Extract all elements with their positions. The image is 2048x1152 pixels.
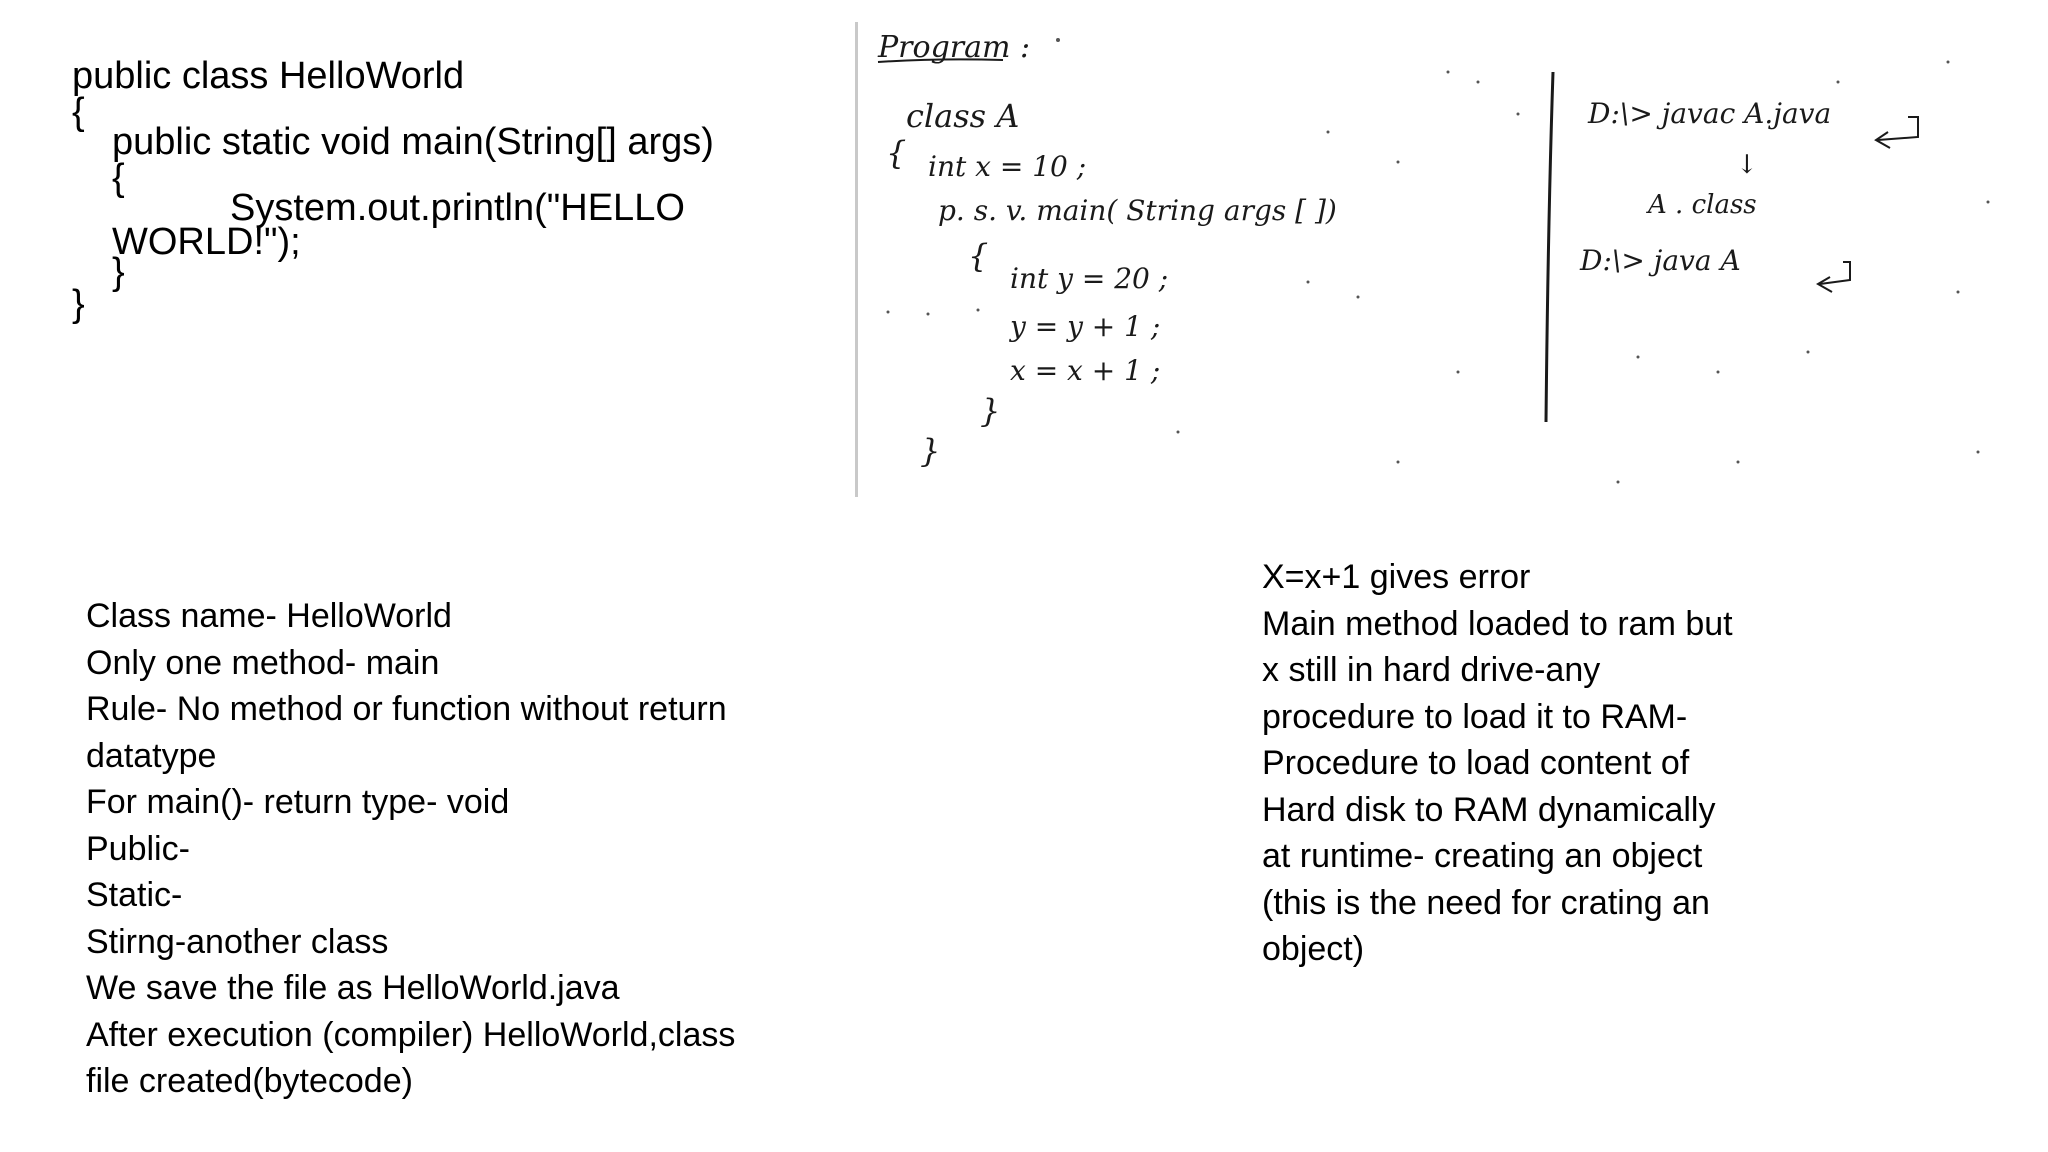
code-line-main-close-brace: } xyxy=(112,251,125,293)
handwritten-outer-close-brace: } xyxy=(920,432,941,470)
note-line: After execution (compiler) HelloWorld,class xyxy=(86,1015,736,1054)
handwritten-program-image xyxy=(855,22,2013,497)
handwritten-canvas xyxy=(858,22,2013,497)
note-line: Only one method- main xyxy=(86,643,440,682)
handwritten-java-command: D:\> java A xyxy=(1580,244,1741,277)
handwritten-inner-close-brace: } xyxy=(980,392,1001,430)
note-line: Procedure to load content of xyxy=(1262,744,1690,782)
note-line: Hard disk to RAM dynamically xyxy=(1262,790,1716,829)
code-line-main: public static void main(String[] args) xyxy=(112,121,714,163)
code-line-println-a: System.out.println("HELLO xyxy=(230,187,685,229)
note-line: at runtime- creating an object xyxy=(1262,837,1703,875)
handwritten-main-line: p. s. v. main( String args [ ]) xyxy=(938,194,1337,227)
handwritten-javac-command: D:\> javac A.java xyxy=(1588,97,1832,130)
code-line-println-b: WORLD!"); xyxy=(112,221,301,263)
note-line: Rule- No method or function without return xyxy=(86,690,727,728)
note-line: Static- xyxy=(86,876,183,914)
note-line: We save the file as HelloWorld.java xyxy=(86,969,620,1007)
note-line: Class name- HelloWorld xyxy=(86,597,452,635)
note-line: X=x+1 gives error xyxy=(1262,558,1531,596)
note-line: x still in hard drive-any xyxy=(1262,651,1601,689)
note-line: (this is the need for crating an xyxy=(1262,883,1710,922)
handwritten-int-x: int x = 10 ; xyxy=(928,150,1087,183)
code-line-main-open-brace: { xyxy=(112,157,125,199)
code-line-class: public class HelloWorld xyxy=(72,55,465,97)
code-line-close-brace: } xyxy=(72,283,85,325)
notes-left xyxy=(86,593,846,1105)
note-line: Main method loaded to ram but xyxy=(1262,604,1733,643)
handwritten-down-arrow: ↓ xyxy=(1736,150,1758,180)
handwritten-class-line: class A xyxy=(906,97,1020,135)
handwritten-open-brace: { xyxy=(886,134,907,172)
note-line: file created(bytecode) xyxy=(86,1062,413,1100)
note-line: For main()- return type- void xyxy=(86,783,510,821)
code-line-open-brace: { xyxy=(72,91,85,133)
handwritten-class-file: A . class xyxy=(1648,190,1757,220)
notes-right xyxy=(1262,554,1822,973)
handwritten-y-assign: y = y + 1 ; xyxy=(1010,310,1161,343)
handwritten-int-y: int y = 20 ; xyxy=(1010,262,1169,295)
note-line: Public- xyxy=(86,829,190,868)
note-line: datatype xyxy=(86,736,217,775)
handwritten-inner-open-brace: { xyxy=(968,237,989,275)
code-block xyxy=(72,52,852,342)
handwritten-title: Program : xyxy=(878,30,1031,65)
note-line: object) xyxy=(1262,930,1365,968)
note-line: procedure to load it to RAM- xyxy=(1262,697,1688,736)
note-line: Stirng-another class xyxy=(86,922,389,961)
handwritten-x-assign: x = x + 1 ; xyxy=(1010,354,1161,387)
